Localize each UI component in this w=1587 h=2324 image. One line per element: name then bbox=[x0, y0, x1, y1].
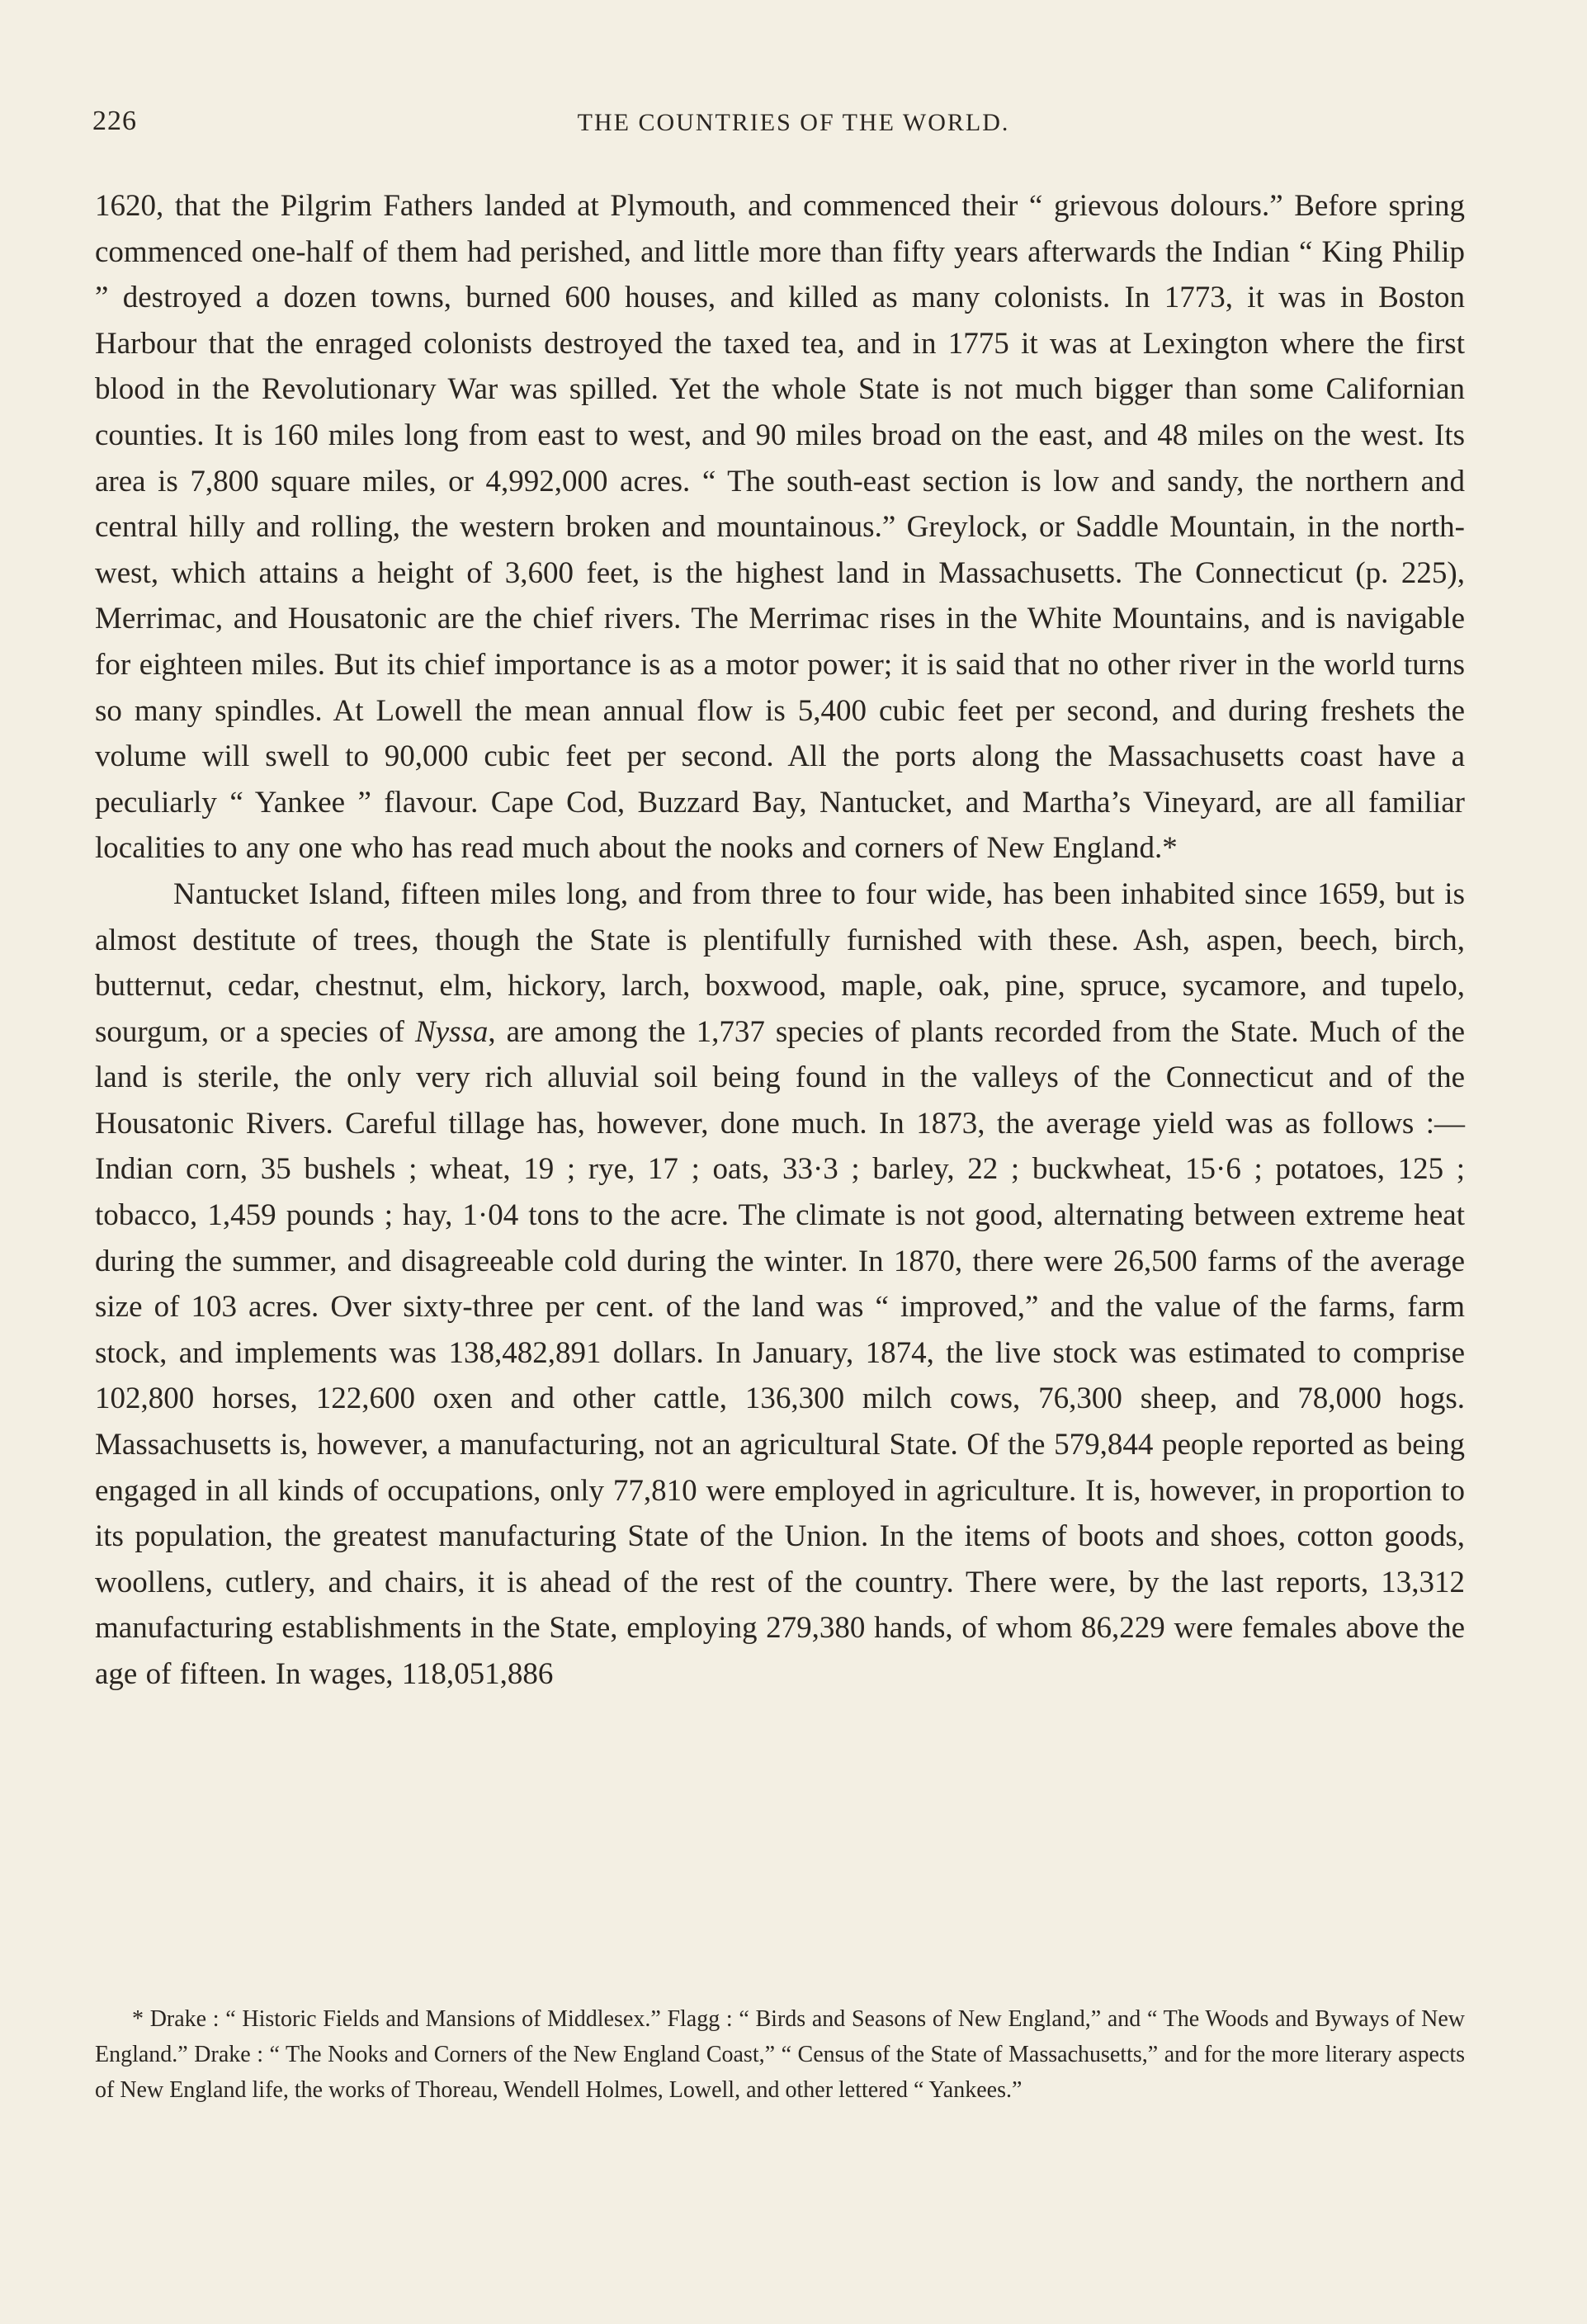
footnotes bbox=[95, 2001, 1465, 2108]
paragraph bbox=[95, 872, 1465, 1698]
text-span: , are among the 1,737 species of plants recorded from the State. Much of the land is sterile, the only very rich alluvial soil being found in the valleys of the Connecticut and of the Housatonic Rivers. Careful tillage has, however, done much. In 1873, the average yield was as follows :—Indian corn, 35 bushels ; wheat, 19 ; rye, 17 ; oats, 33·3 ; barley, 22 ; buckwheat, 15·6 ; potatoes, 125 ; tobacco, 1,459 pounds ; hay, 1·04 tons to the acre. The climate is not good, alternating between extreme heat during the summer, and disagreeable cold during the winter. In 1870, there were 26,500 farms of the average size of 103 acres. Over sixty-three per cent. of the land was “ improved,” and the value of the farms, farm stock, and implements was 138,482,891 dollars. In January, 1874, the live stock was estimated to comprise 102,800 horses, 122,600 oxen and other cattle, 136,300 milch cows, 76,300 sheep, and 78,000 hogs. Massachusetts is, however, a manufacturing, not an agricultural State. Of the 579,844 people reported as being engaged in all kinds of occupations, only 77,810 were employed in agriculture. It is, however, in proportion to its population, the greatest manufacturing State of the Union. In the items of boots and shoes, cotton goods, woollens, cutlery, and chairs, it is ahead of the rest of the country. There were, by the last reports, 13,312 manufacturing establishments in the State, employing 279,380 hands, of whom 86,229 were females above the age of fifteen. In wages, 118,051,886 bbox=[95, 1014, 1465, 1691]
body-text bbox=[95, 183, 1465, 1698]
running-title: THE COUNTRIES OF THE WORLD. bbox=[577, 109, 1010, 136]
paragraph: 1620, that the Pilgrim Fathers landed at Plymouth, and commenced their “ grievous dolours.” Before spring commenced one-half of them had perished, and little more than fifty years afterwards the Indian “ King Philip ” destroyed a dozen towns, burned 600 houses, and killed as many colonists. In 1773, it was in Boston Harbour that the enraged colonists destroyed the taxed tea, and in 1775 it was at Lexington where the first blood in the Revolutionary War was spilled. Yet the whole State is not much bigger than some Californian counties. It is 160 miles long from east to west, and 90 miles broad on the east, and 48 miles on the west. Its area is 7,800 square miles, or 4,992,000 acres. “ The south-east section is low and sandy, the northern and central hilly and rolling, the western broken and mountainous.” Greylock, or Saddle Mountain, in the north-west, which attains a height of 3,600 feet, is the highest land in Massachusetts. The Connecticut (p. 225), Merrimac, and Housatonic are the chief rivers. The Merrimac rises in the White Mountains, and is navigable for eighteen miles. But its chief importance is as a motor power; it is said that no other river in the world turns so many spindles. At Lowell the mean annual flow is 5,400 cubic feet per second, and during freshets the volume will swell to 90,000 cubic feet per second. All the ports along the Massachusetts coast have a peculiarly “ Yankee ” flavour. Cape Cod, Buzzard Bay, Nantucket, and Martha’s Vineyard, are all familiar localities to any one who has read much about the nooks and corners of New England.* bbox=[95, 189, 1465, 866]
footnote: * Drake : “ Historic Fields and Mansions of Middlesex.” Flagg : “ Birds and Seasons of New England,” and “ The Woods and Byways of New England.” Drake : “ The Nooks and Corners of the New England Coast,” “ Census of the State of Massachusetts,” and for the more literary aspects of New England life, the works of Thoreau, Wendell Holmes, Lowell, and other lettered “ Yankees.” bbox=[95, 2006, 1465, 2103]
text-span: Nantucket Island, fifteen miles long, and from three to four wide, has been inhabited since 1659, but is almost destitute of trees, though the State is plentifully furnished with these. Ash, aspen, beech, birch, butternut, cedar, chestnut, elm, hickory, larch, boxwood, maple, oak, pine, spruce, sycamore, and tupelo, sourgum, or a species of bbox=[95, 876, 1465, 1049]
page-number: 226 bbox=[92, 106, 137, 136]
italic-term: Nyssa bbox=[414, 1014, 489, 1049]
page-header bbox=[92, 106, 1495, 147]
